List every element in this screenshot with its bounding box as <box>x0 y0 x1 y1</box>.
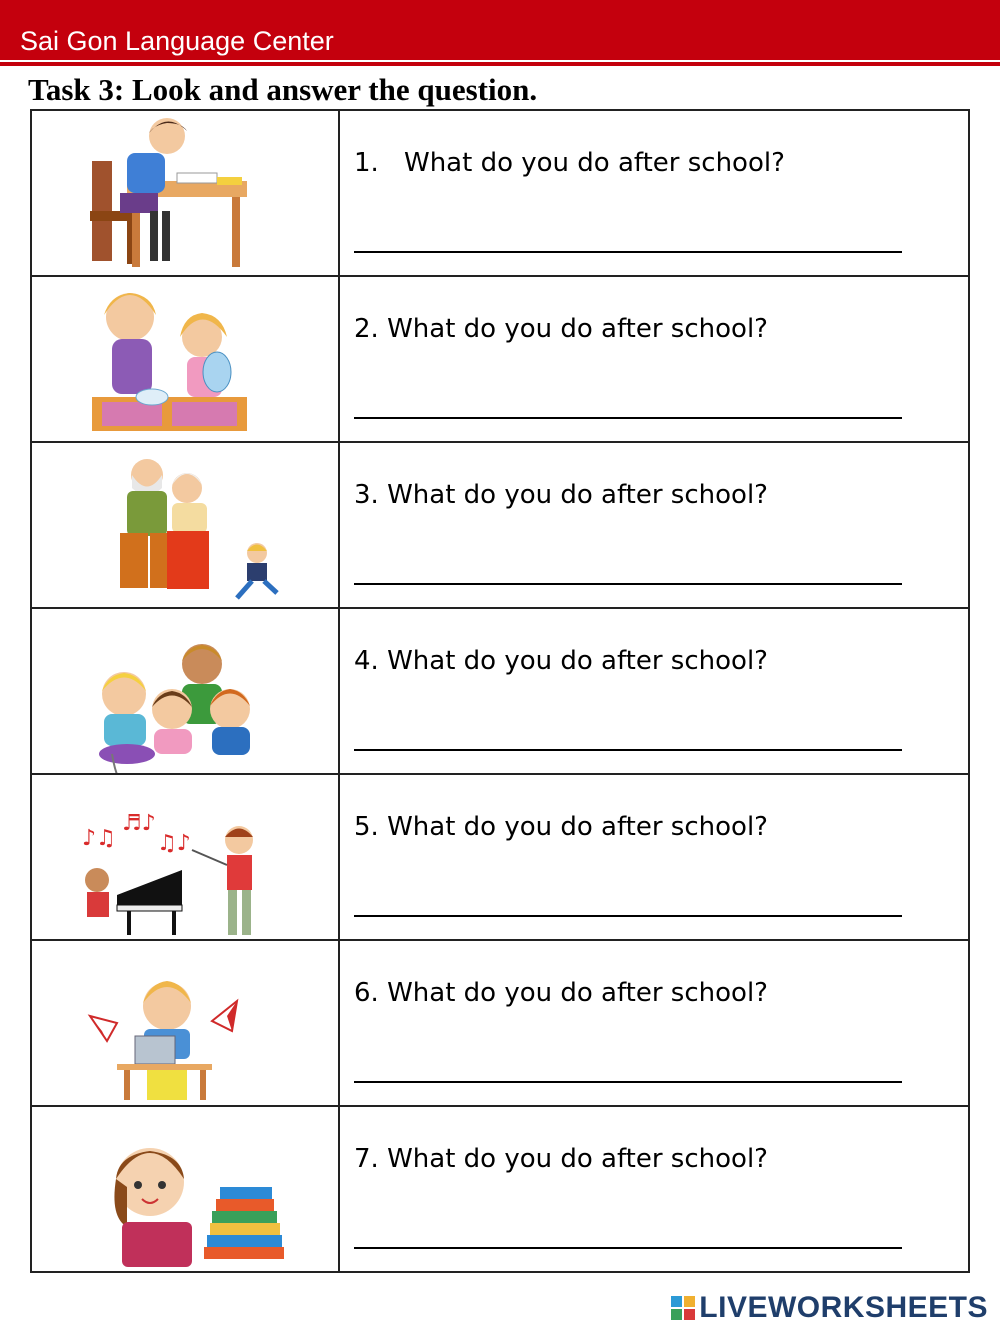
table-row <box>31 110 969 276</box>
question-text: 3. What do you do after school? <box>354 480 768 510</box>
question-cell <box>339 774 969 940</box>
header-title: Sai Gon Language Center <box>20 26 334 56</box>
header-divider <box>0 62 1000 66</box>
liveworksheets-logo-icon <box>671 1296 695 1320</box>
question-label: What do you do after school? <box>404 148 785 178</box>
question-number: 1. <box>354 148 379 178</box>
question-text: 6. What do you do after school? <box>354 978 768 1008</box>
question-cell <box>339 608 969 774</box>
question-cell <box>339 1106 969 1272</box>
reading-books-picture <box>31 1106 339 1272</box>
using-computer-picture <box>31 940 339 1106</box>
visiting-grandparents-picture <box>31 442 339 608</box>
answer-blank[interactable] <box>354 1247 902 1249</box>
answer-blank[interactable] <box>354 1081 902 1083</box>
liveworksheets-logo <box>671 1291 988 1325</box>
table-row <box>31 442 969 608</box>
question-cell <box>339 276 969 442</box>
answer-blank[interactable] <box>354 749 902 751</box>
question-text <box>354 147 785 179</box>
boy-doing-homework-picture <box>31 110 339 276</box>
table-row <box>31 1106 969 1272</box>
playing-video-games-picture <box>31 608 339 774</box>
question-text: 2. What do you do after school? <box>354 314 768 344</box>
table-row <box>31 276 969 442</box>
answer-blank[interactable] <box>354 417 902 419</box>
question-cell <box>339 442 969 608</box>
table-row <box>31 940 969 1106</box>
task-title: Task 3: Look and answer the question. <box>28 72 538 107</box>
question-cell <box>339 940 969 1106</box>
answer-blank[interactable] <box>354 251 902 253</box>
svg-text:♬♪: ♬♪ <box>122 811 156 836</box>
question-text: 7. What do you do after school? <box>354 1144 768 1174</box>
svg-text:♪♫: ♪♫ <box>82 826 116 851</box>
table-row <box>31 608 969 774</box>
piano-lesson-picture <box>31 774 339 940</box>
answer-blank[interactable] <box>354 915 902 917</box>
liveworksheets-logo-text: LIVEWORKSHEETS <box>699 1291 988 1324</box>
svg-text:♫♪: ♫♪ <box>157 831 191 856</box>
answer-blank[interactable] <box>354 583 902 585</box>
washing-dishes-picture <box>31 276 339 442</box>
question-cell <box>339 110 969 276</box>
question-text: 4. What do you do after school? <box>354 646 768 676</box>
table-row <box>31 774 969 940</box>
question-text: 5. What do you do after school? <box>354 812 768 842</box>
worksheet-table <box>30 109 970 1273</box>
